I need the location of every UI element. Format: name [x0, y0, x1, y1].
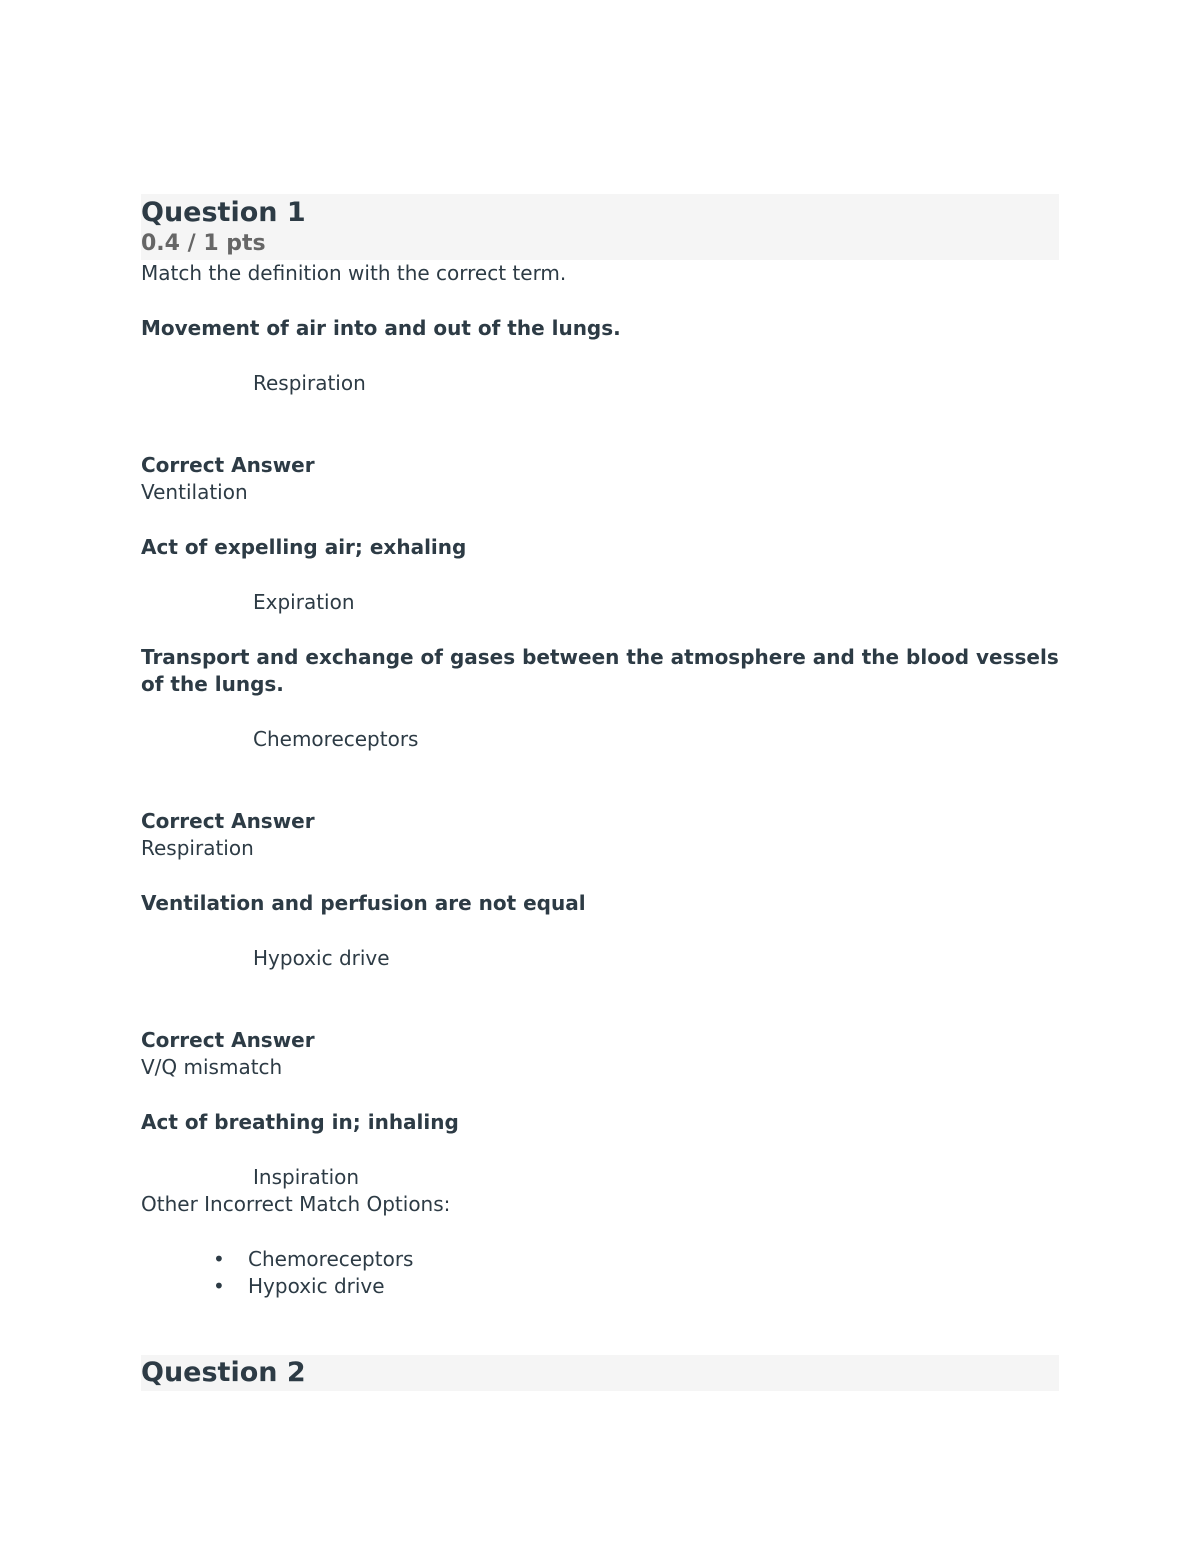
bullet-icon: •	[213, 1247, 225, 1271]
list-item	[141, 1273, 1059, 1300]
option-label: Hypoxic drive	[248, 1274, 385, 1298]
selected-answer: Respiration	[253, 371, 366, 395]
match-definition: Movement of air into and out of the lungs.	[141, 316, 621, 340]
question-1	[141, 194, 1059, 1300]
question-1-header	[141, 194, 1059, 260]
question-title: Question 1	[141, 197, 306, 228]
option-label: Chemoreceptors	[248, 1247, 414, 1271]
match-definition: Transport and exchange of gases between the atmosphere and the blood vessels of the lungs.	[141, 645, 1059, 696]
match-definition: Ventilation and perfusion are not equal	[141, 891, 586, 915]
selected-answer: Inspiration	[253, 1165, 360, 1189]
correct-answer-label: Correct Answer	[141, 1028, 315, 1052]
correct-answer-value: Ventilation	[141, 480, 248, 504]
selected-answer: Hypoxic drive	[253, 946, 390, 970]
match-definition: Act of expelling air; exhaling	[141, 535, 467, 559]
list-item	[141, 1246, 1059, 1273]
selected-answer: Expiration	[253, 590, 355, 614]
correct-answer-value: Respiration	[141, 836, 254, 860]
correct-answer-label: Correct Answer	[141, 453, 315, 477]
match-definition: Act of breathing in; inhaling	[141, 1110, 459, 1134]
question-prompt: Match the definition with the correct term.	[141, 261, 567, 285]
correct-answer-value: V/Q mismatch	[141, 1055, 283, 1079]
correct-answer-label: Correct Answer	[141, 809, 315, 833]
other-options-label: Other Incorrect Match Options:	[141, 1192, 451, 1216]
question-title: Question 2	[141, 1357, 306, 1388]
selected-answer: Chemoreceptors	[253, 727, 419, 751]
question-points: 0.4 / 1 pts	[141, 231, 266, 256]
question-2-header	[141, 1355, 1059, 1391]
other-options-list	[141, 1246, 1059, 1300]
bullet-icon: •	[213, 1274, 225, 1298]
